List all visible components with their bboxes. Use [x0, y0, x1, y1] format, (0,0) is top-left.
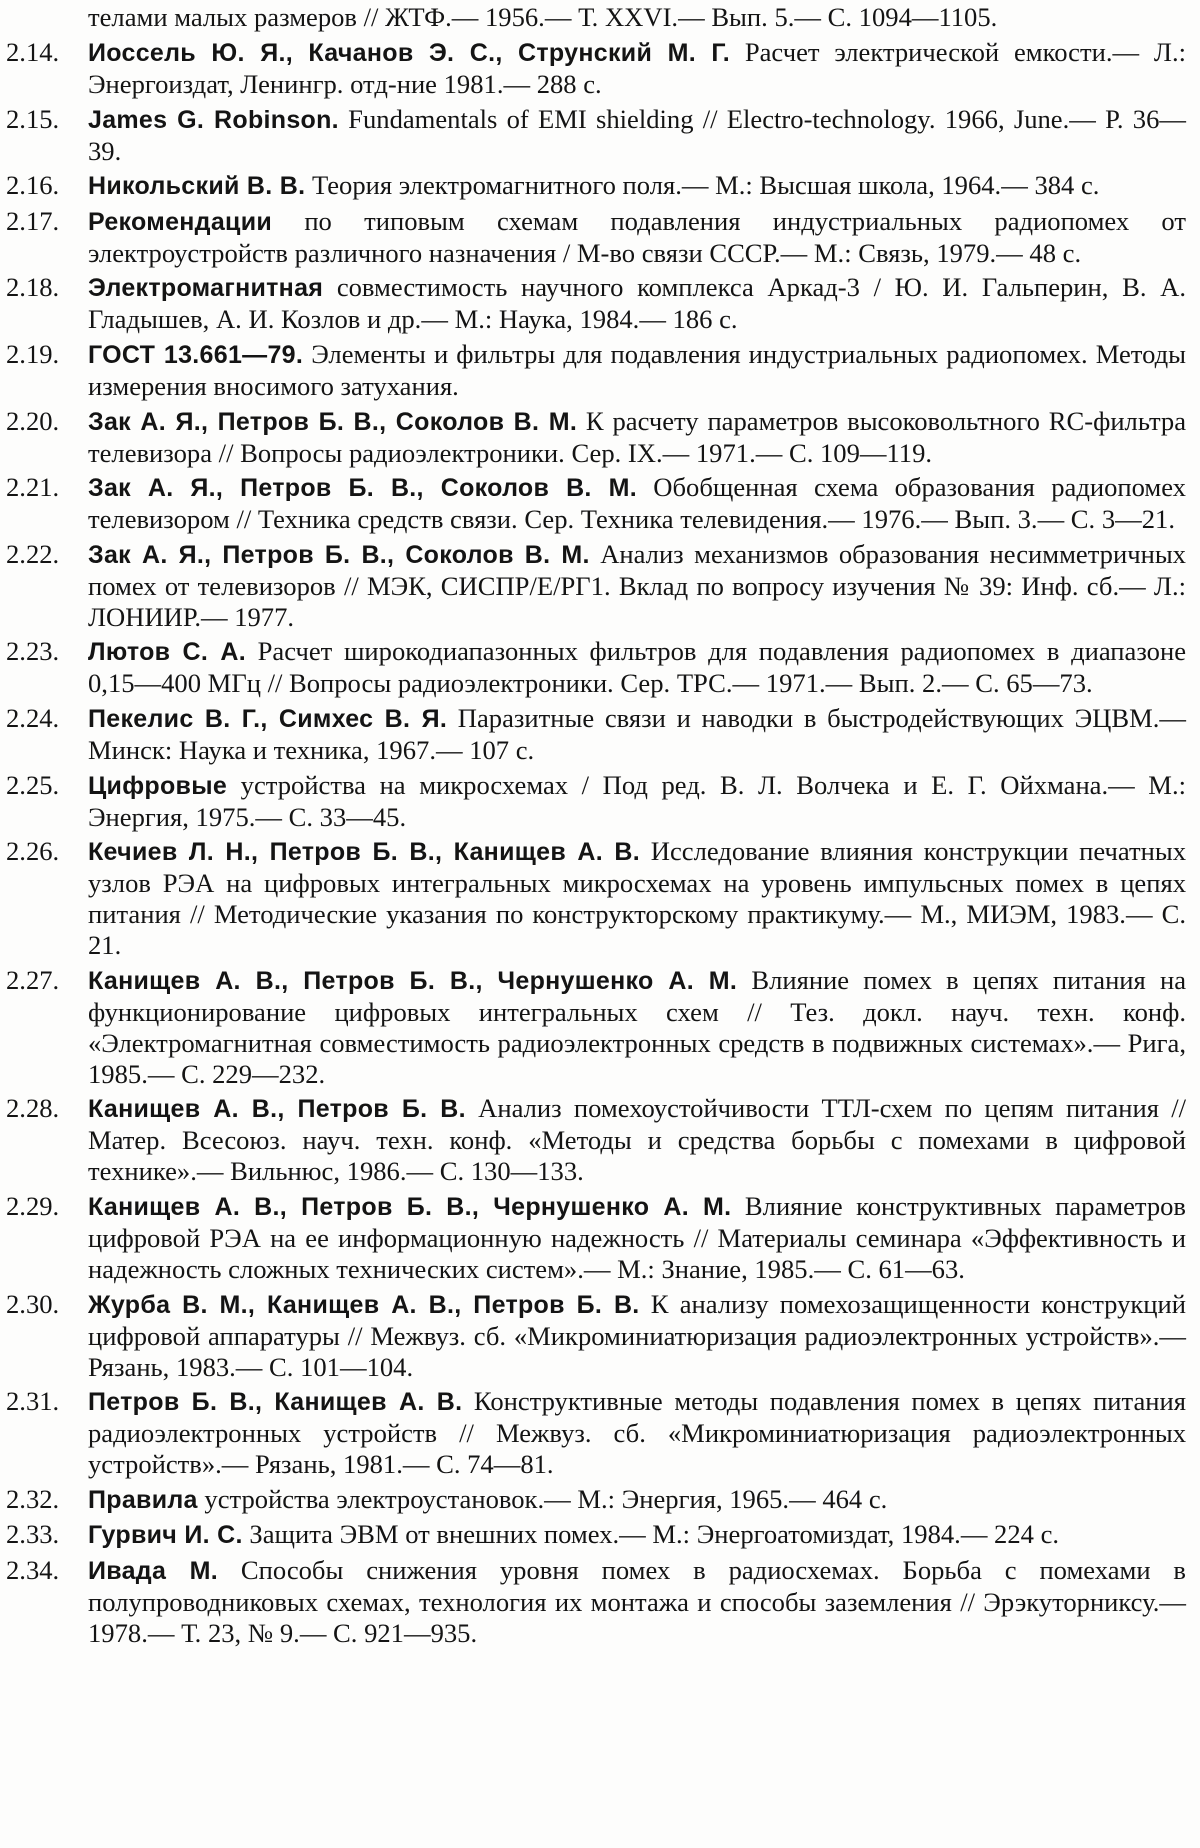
reference-authors: Петров Б. В., Канищев А. В. [88, 1388, 463, 1417]
reference-number: 2.26. [6, 836, 60, 867]
reference-authors: Канищев А. В., Петров Б. В. [88, 1095, 466, 1124]
reference-text [88, 406, 1186, 469]
reference-item [0, 836, 1186, 961]
reference-text [88, 1519, 1186, 1551]
reference-item [0, 339, 1186, 402]
reference-text [88, 1093, 1186, 1187]
reference-text [88, 770, 1186, 833]
reference-authors: Пекелис В. Г., Симхес В. Я. [88, 704, 448, 733]
reference-authors: ГОСТ 13.661—79. [88, 340, 304, 369]
reference-item [0, 170, 1186, 202]
reference-item [0, 965, 1186, 1090]
reference-text [88, 104, 1186, 167]
reference-body: К анализу помехозащищенности конструкций цифровой аппаратуры // Межвуз. сб. «Микроминиатюризация радиоэлектронных устройств».— Рязань, 1983.— С. 101—104. [88, 1288, 1186, 1382]
reference-authors: Кечиев Л. Н., Петров Б. В., Канищев А. В. [88, 838, 640, 867]
reference-text [88, 703, 1186, 766]
reference-body: устройства электроустановок.— М.: Энергия, 1965.— 464 с. [197, 1483, 888, 1514]
reference-text [88, 37, 1186, 100]
reference-authors: Журба В. М., Канищев А. В., Петров Б. В. [88, 1290, 640, 1319]
reference-authors: Зак А. Я., Петров Б. В., Соколов В. М. [88, 540, 590, 569]
reference-body: Анализ механизмов образования несимметричных помех от телевизоров // МЭК, СИСПР/Е/РГ1. Вклад по вопросу изучения № 39: Инф. сб.— Л.: ЛОНИИР.— 1977. [88, 538, 1186, 632]
reference-authors: James G. Robinson. [88, 105, 339, 134]
reference-body: совместимость научного комплекса Аркад-3 / Ю. И. Гальперин, В. А. Гладышев, А. И. Козлов и др.— М.: Наука, 1984.— 186 с. [88, 272, 1186, 335]
reference-text [88, 1191, 1186, 1285]
reference-item [0, 1484, 1186, 1516]
reference-number: 2.19. [6, 338, 60, 369]
reference-list [0, 2, 1192, 1649]
reference-number: 2.30. [6, 1288, 60, 1319]
reference-number: 2.21. [6, 472, 60, 503]
reference-item [0, 1289, 1186, 1383]
reference-text [88, 836, 1186, 961]
reference-number: 2.17. [6, 205, 60, 236]
reference-body: Влияние конструктивных параметров цифровой РЭА на ее информационную надежность // Материалы семинара «Эффективность и надежность сложных технических систем».— М.: Знание, 1985.— С. 61—63. [88, 1190, 1186, 1284]
reference-body: Fundamentals of EMI shielding // Electro-technology. 1966, June.— P. 36—39. [88, 103, 1186, 166]
reference-number: 2.25. [6, 769, 60, 800]
reference-number: 2.20. [6, 405, 60, 436]
reference-authors: Иоссель Ю. Я., Качанов Э. С., Струнский М. Г. [88, 39, 730, 67]
reference-text [88, 1289, 1186, 1383]
reference-body: Расчет широкодиапазонных фильтров для подавления радиопомех в диапазоне 0,15—400 МГц // Вопросы радиоэлектроники. Сер. ТРС.— 1971.— Вып. 2.— С. 65—73. [88, 636, 1186, 699]
reference-authors: Гурвич И. С. [88, 1521, 243, 1550]
reference-item [0, 272, 1186, 335]
reference-number: 2.31. [6, 1386, 60, 1417]
reference-body: Обобщенная схема образования радиопомех телевизором // Техника средств связи. Сер. Техника телевидения.— 1976.— Вып. 3.— С. 3—21. [88, 472, 1186, 535]
reference-number: 2.22. [6, 538, 60, 569]
reference-text [88, 472, 1186, 535]
reference-authors: Канищев А. В., Петров Б. В., Чернушенко А. М. [88, 966, 738, 995]
reference-body: Влияние помех в цепях питания на функционирование цифровых интегральных схем // Тез. докл. науч. техн. конф. «Электромагнитная совместимость радиоэлектронных средств в подвижных системах».— Рига, 1985.— С. 229—232. [88, 964, 1187, 1089]
reference-text [88, 272, 1186, 335]
reference-text [88, 170, 1186, 202]
reference-text [88, 636, 1186, 699]
reference-body: Паразитные связи и наводки в быстродействующих ЭЦВМ.— Минск: Наука и техника, 1967.— 107 с. [88, 702, 1186, 765]
reference-text [88, 1555, 1186, 1649]
reference-authors: Зак А. Я., Петров Б. В., Соколов В. М. [88, 474, 637, 503]
reference-authors: Канищев А. В., Петров Б. В., Чернушенко А. М. [88, 1192, 732, 1221]
reference-number: 2.34. [6, 1554, 60, 1585]
reference-body: устройства на микросхемах / Под ред. В. Л. Волчека и Е. Г. Ойхмана.— М.: Энергия, 1975.— С. 33—45. [88, 769, 1186, 832]
reference-body: Способы снижения уровня помех в радиосхемах. Борьба с помехами в полупроводниковых схемах, технология их монтажа и способы заземления // Эрэкуторниксу.— 1978.— Т. 23, № 9.— С. 921—935. [88, 1554, 1186, 1648]
reference-text [88, 339, 1186, 402]
reference-authors: Цифровые [88, 771, 228, 800]
reference-item [0, 770, 1186, 833]
reference-body: К расчету параметров высоковольтного RC-фильтра телевизора // Вопросы радиоэлектроники. Сер. IX.— 1971.— С. 109—119. [88, 405, 1186, 468]
reference-continuation: телами малых размеров // ЖТФ.— 1956.— Т. XXVI.— Вып. 5.— С. 1094—1105. [88, 2, 998, 32]
reference-number: 2.29. [6, 1190, 60, 1221]
reference-number: 2.24. [6, 702, 60, 733]
reference-number: 2.18. [6, 272, 60, 303]
reference-item [0, 472, 1186, 535]
reference-authors: Рекомендации [88, 207, 273, 236]
reference-number: 2.32. [6, 1483, 60, 1514]
reference-item [0, 1386, 1186, 1480]
reference-text [88, 206, 1186, 269]
reference-number: 2.33. [6, 1519, 60, 1550]
reference-body: Элементы и фильтры для подавления индустриальных радиопомех. Методы измерения вносимого затухания. [88, 338, 1187, 401]
reference-body: Теория электромагнитного поля.— М.: Высшая школа, 1964.— 384 с. [305, 170, 1100, 201]
reference-authors: Электромагнитная [88, 274, 324, 303]
reference-authors: Зак А. Я., Петров Б. В., Соколов В. М. [88, 407, 578, 436]
reference-text [88, 965, 1186, 1090]
reference-item [0, 406, 1186, 469]
reference-item [0, 636, 1186, 699]
reference-text [88, 1386, 1186, 1480]
reference-text [88, 1484, 1186, 1516]
reference-authors: Лютов С. А. [88, 638, 246, 667]
reference-item [0, 37, 1186, 100]
reference-authors: Правила [88, 1485, 198, 1514]
reference-body: Исследование влияния конструкции печатных узлов РЭА на цифровых интегральных микросхемах на уровень импульсных помех в цепях питания // Методические указания по конструкторскому практикуму.— М., МИЭМ, 1983.— С. 21. [88, 836, 1187, 961]
reference-number: 2.15. [6, 103, 60, 134]
reference-body: Конструктивные методы подавления помех в цепях питания радиоэлектронных устройств // Межвуз. сб. «Микроминиатюризация радиоэлектронных устройств».— Рязань, 1981.— С. 74—81. [88, 1386, 1186, 1480]
reference-item [0, 1519, 1186, 1551]
reference-number: 2.14. [6, 37, 60, 67]
reference-body: по типовым схемам подавления индустриальных радиопомех от электроустройств различного назначения / М-во связи СССР.— М.: Связь, 1979.— 48 с. [88, 205, 1186, 268]
reference-number: 2.27. [6, 964, 60, 995]
reference-text [88, 539, 1186, 633]
reference-authors: Ивада М. [88, 1556, 219, 1585]
reference-number: 2.28. [6, 1093, 60, 1124]
reference-item [0, 104, 1186, 167]
reference-item [0, 1555, 1186, 1649]
reference-authors: Никольский В. В. [88, 172, 306, 201]
reference-item [0, 539, 1186, 633]
reference-item [0, 1093, 1186, 1187]
reference-number: 2.16. [6, 170, 60, 201]
reference-item [0, 206, 1186, 269]
reference-number: 2.23. [6, 636, 60, 667]
reference-item [0, 1191, 1186, 1285]
reference-body: Расчет электрической емкости.— Л.: Энергоиздат, Ленингр. отд-ние 1981.— 288 с. [88, 37, 1186, 99]
reference-item [0, 703, 1186, 766]
reference-body: Анализ помехоустойчивости ТТЛ-схем по цепям питания // Матер. Всесоюз. науч. техн. конф. «Методы и средства борьбы с помехами в цифровой технике».— Вильнюс, 1986.— С. 130—133. [88, 1093, 1186, 1187]
reference-body: Защита ЭВМ от внешних помех.— М.: Энергоатомиздат, 1984.— 224 с. [242, 1519, 1060, 1550]
